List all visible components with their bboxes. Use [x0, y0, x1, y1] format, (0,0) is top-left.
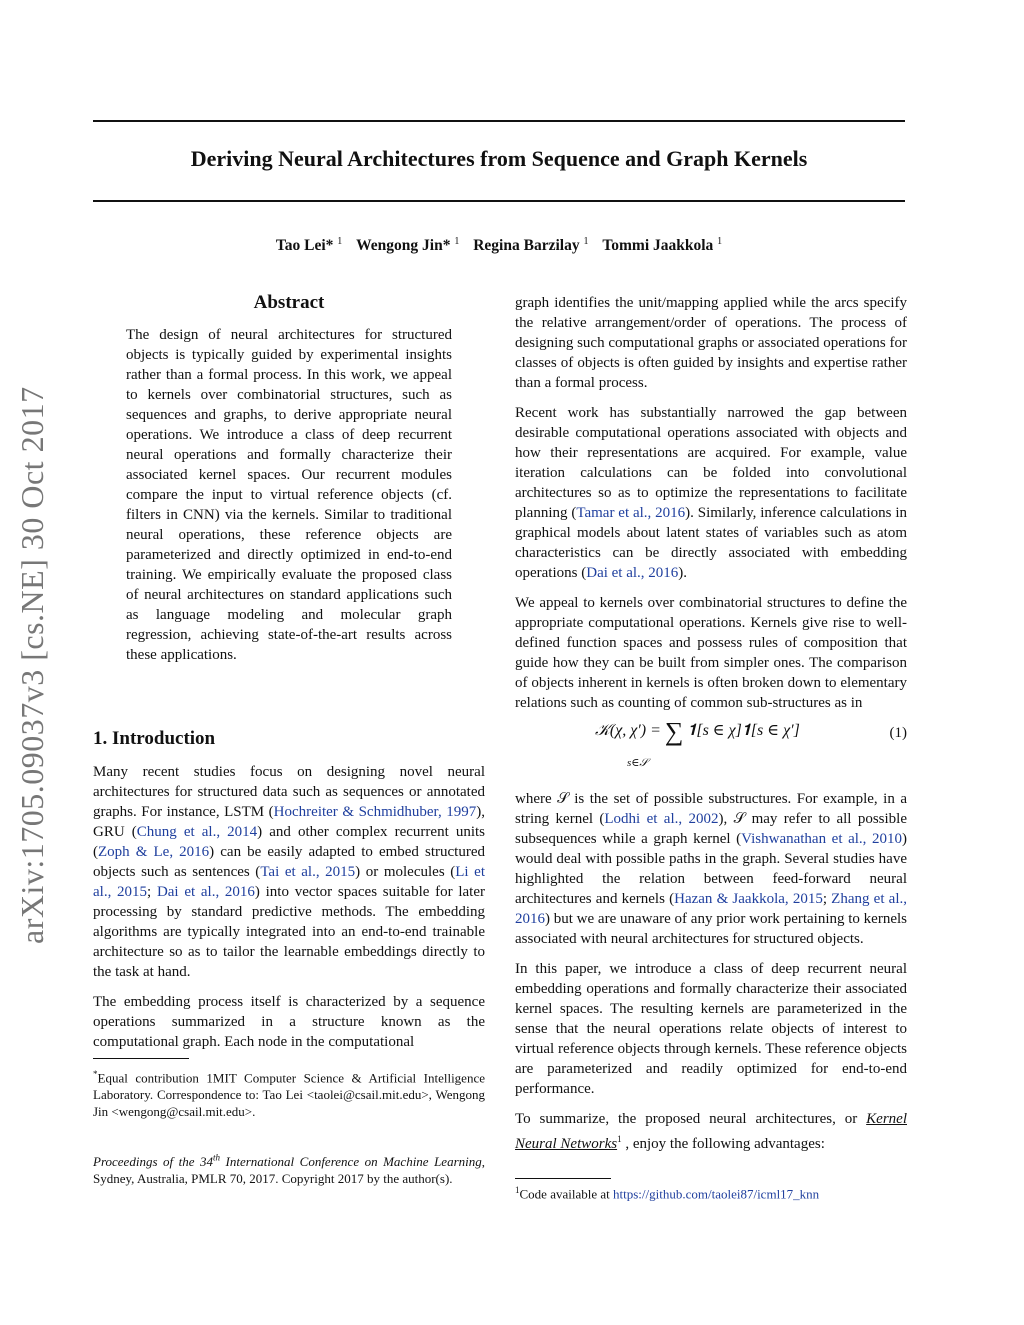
citation-link[interactable]: Tai et al., 2015: [260, 864, 356, 880]
paragraph: We appeal to kernels over combinatorial structures to define the appropriate computational operations. Kernels give rise to well-defined function spaces and possess rules of composition that guide how they can be built from simpler ones. The comparison of objects inherent in kernels is often broken down to elementary relations such as counting of common sub-structures as in: [515, 595, 907, 711]
equation-formula: 𝒦(χ, χ′) = ∑ 𝟏[s ∈ χ]𝟏[s ∈ χ′]: [595, 717, 800, 746]
citation-link[interactable]: Chung et al., 2014: [136, 824, 258, 840]
citation-link[interactable]: Dai et al., 2016: [586, 565, 679, 581]
footnote-code: $^1$Code available at https://github.com/taolei87/icml17_knn: [515, 1185, 820, 1202]
right-column-body: [515, 293, 907, 1164]
citation-link[interactable]: Dai et al., 2016: [156, 884, 255, 900]
author: Tao Lei* $^1$: [275, 236, 343, 255]
paragraph: The embedding process itself is characterized by a sequence operations summarized in a structure known as the computational graph. Each node in the computational: [93, 994, 485, 1050]
abstract-text: The design of neural architectures for structured objects is typically guided by experimental insights rather than a formal process. In this work, we appeal to kernels over combinatorial structures, such as sequences and graphs, to derive appropriate neural operations. We introduce a class of deep recurrent neural operations and formally characterize their associated kernel spaces. Our recurrent modules compare the input to virtual reference objects (cf. filters in CNN) via the kernels. Similar to traditional neural operations, these reference objects are parameterized and directly optimized in end-to-end training. We empirically evaluate the proposed class of neural architectures on standard applications such as language modeling and molecular graph regression, achieving state-of-the-art results across these applications.: [126, 327, 452, 663]
citation-link[interactable]: Zhang et al., 2016: [515, 891, 907, 927]
citation-link[interactable]: Tamar et al., 2016: [576, 505, 686, 521]
citation-link[interactable]: Lodhi et al., 2002: [604, 811, 719, 827]
citation-link[interactable]: Hazan & Jaakkola, 2015: [674, 891, 823, 907]
footnote-proceedings: Proceedings of the 34th International Conference on Machine Learning, Sydney, Australia, PMLR 70, 2017. Copyright 2017 by the author(s).: [93, 1153, 485, 1187]
equation-1: [515, 719, 907, 781]
footnote-rule: [93, 1058, 189, 1059]
citation-link[interactable]: Li et al., 2015: [93, 864, 485, 900]
footnote-rule-right: [515, 1178, 611, 1179]
github-link[interactable]: https://github.com/taolei87/icml17_knn: [613, 1186, 820, 1202]
author-list: [93, 236, 905, 255]
equation-subscript: s∈𝒮: [627, 757, 648, 769]
author: Regina Barzilay $^1$: [473, 236, 589, 255]
title-top-rule: [93, 120, 905, 122]
paragraph: where 𝒮 is the set of possible substructures. For example, in a string kernel (Lodhi et al., 2002), 𝒮 may refer to all possible subsequences while a graph kernel (Vishwanathan et al., 2010) would deal with possible paths in the graph. Several studies have highlighted the relation between feed-forward neural architectures and kernels (Hazan & Jaakkola, 2015; Zhang et al., 2016) but we are unaware of any prior work pertaining to kernels associated with neural architectures for structured objects.: [515, 791, 908, 947]
arxiv-identifier: arXiv:1705.09037v3 [cs.NE] 30 Oct 2017: [14, 386, 50, 944]
author: Tommi Jaakkola $^1$: [602, 236, 723, 255]
introduction-body: [93, 762, 485, 1062]
equation-number: (1): [889, 725, 907, 741]
author: Wengong Jin* $^1$: [356, 236, 460, 255]
paragraph: To summarize, the proposed neural architectures, or Kernel Neural Networks$^1$ , enjoy the following advantages:: [515, 1111, 907, 1152]
section-heading-introduction: 1. Introduction: [93, 728, 216, 749]
title-bottom-rule: [93, 200, 905, 202]
abstract-heading: Abstract: [253, 292, 325, 313]
paragraph: Recent work has substantially narrowed the gap between desirable computational operations associated with objects and how their representations are acquired. For example, value iteration calculations can be folded into convolutional architectures so as to optimize the representations to facilitate planning (Tamar et al., 2016). Similarly, inference calculations in graphical models about latent states of variables such as atom characteristics can be directly associated with embedding operations (Dai et al., 2016).: [515, 405, 907, 581]
kernel-neural-networks-term: Kernel Neural Networks: [515, 1111, 907, 1152]
citation-link[interactable]: Hochreiter & Schmidhuber, 1997: [273, 804, 477, 820]
citation-link[interactable]: Vishwanathan et al., 2010: [741, 831, 902, 847]
paragraph: Many recent studies focus on designing novel neural architectures for structured data such as sequences or annotated graphs. For instance, LSTM (Hochreiter & Schmidhuber, 1997), GRU (Chung et al., 2014) and other complex recurrent units (Zoph & Le, 2016) can be easily adapted to embed structured objects such as sentences (Tai et al., 2015) or molecules (Li et al., 2015; Dai et al., 2016) into vector spaces suitable for later processing by standard predictive methods. The embedding algorithms are typically integrated into an end-to-end trainable architecture so as to tailor the learnable embeddings directly to the task at hand.: [93, 764, 485, 980]
paragraph: In this paper, we introduce a class of deep recurrent neural embedding operations and formally characterize their associated kernel spaces. The resulting kernels are parameterized in the sense that the neural operations relate objects of interest to virtual reference objects through kernels. These reference objects are parameterized and readily optimized for end-to-end performance.: [515, 961, 907, 1097]
paragraph: graph identifies the unit/mapping applied while the arcs specify the relative arrangement/order of operations. The process of designing such computational graphs or associated operations for classes of objects is often guided by insights and expertise rather than a formal process.: [515, 295, 907, 391]
paper-title: Deriving Neural Architectures from Sequence and Graph Kernels: [190, 146, 808, 171]
citation-link[interactable]: Zoph & Le, 2016: [98, 844, 210, 860]
footnote-affiliation: *Equal contribution 1MIT Computer Science & Artificial Intelligence Laboratory. Correspondence to: Tao Lei <taolei@csail.mit.edu>, Wengong Jin <wengong@csail.mit.edu>.: [93, 1069, 485, 1120]
